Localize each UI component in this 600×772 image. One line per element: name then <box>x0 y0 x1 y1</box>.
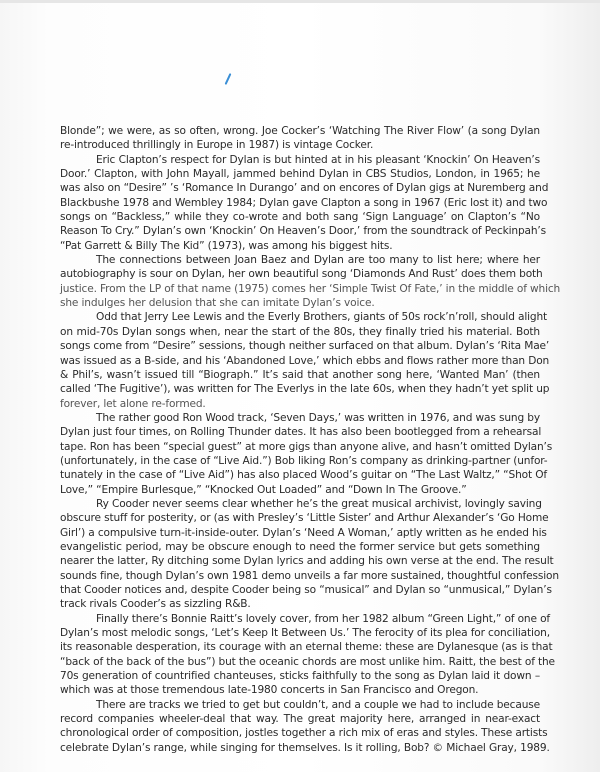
text-line: Blackbushe 1978 and Wembley 1984; Dylan gave Clapton a song in 1967 (Eric lost it) and two <box>60 196 548 209</box>
paragraph-start-line: Finally there’s Bonnie Raitt’s lovely cover, from her 1982 album “Green Light,” of one of <box>96 612 550 625</box>
text-line: on mid-70s Dylan songs when, near the start of the 80s, they finally tried his material. Both <box>60 325 540 338</box>
text-line: its reasonable desperation, its courage with an eternal theme: these are Dylanesque (as is that <box>60 641 553 654</box>
paragraph-start-line: The connections between Joan Baez and Dylan are too many to list here; where her <box>96 254 540 267</box>
text-line: which was at those tremendous late-1980 concerts in San Francisco and Oregon. <box>60 684 479 697</box>
text-line: record companies wheeler-deal that way. The great majority here, arranged in near-exact <box>60 713 540 726</box>
pen-mark <box>225 73 232 85</box>
text-line: track rivals Cooder’s as sizzling R&B. <box>60 598 251 611</box>
text-line: tunately in the case of “Live Aid”) has also placed Wood’s guitar on “The Last Waltz,” “Shot Of <box>60 469 547 482</box>
text-line: that Cooder notices and, despite Cooder being so “musical” and Dylan so “unmusical,” Dylan’s <box>60 584 552 596</box>
paragraph-start-line: There are tracks we tried to get but couldn’t, and a couple we had to include because <box>96 698 540 711</box>
text-line: was also on “Desire” ’s ‘Romance In Durango’ and on encores of Dylan gigs at Nuremberg and <box>60 182 549 195</box>
text-line: songs come from “Desire” sessions, though neither surfaced on that album. Dylan’s ‘Rita Mae’ <box>60 340 550 353</box>
text-line: Reason To Cry.” Dylan’s own ‘Knockin’ On Heaven’s Door,’ from the soundtrack of Peckinpah’s <box>60 225 547 238</box>
text-line: Blonde”; we were, as so often, wrong. Joe Cocker’s ‘Watching The River Flow’ (a song Dylan <box>60 125 540 137</box>
text-line: Door.’ Clapton, with John Mayall, jammed behind Dylan in CBS Studios, London, in 1965; he <box>60 168 540 181</box>
text-line: Girl’) a compulsive turn-it-inside-outer. Dylan’s ‘Need A Woman,’ aptly written as he ended his <box>60 526 547 539</box>
text-line: tape. Ron has been “special guest” at more gigs than anyone alive, and hasn’t omitted Dylan’s <box>60 440 553 453</box>
paragraph-start-line: Ry Cooder never seems clear whether he’s the great musical archivist, lovingly saving <box>96 497 542 510</box>
paragraph-start-line: Eric Clapton’s respect for Dylan is but hinted at in his pleasant ‘Knockin’ On Heaven’s <box>96 153 540 166</box>
text-line: re-introduced thrillingly in Europe in 1987) is vintage Cocker. <box>60 139 374 152</box>
text-line: was issued as a B-side, and his ‘Abandoned Love,’ which ebbs and flows rather more than Don <box>60 354 550 367</box>
text-line: autobiography is sour on Dylan, her own beautiful song ‘Diamonds And Rust’ does them both <box>60 268 543 281</box>
text-line: called ‘The Fugitive’), was written for The Everlys in the late 60s, when they hadn’t yet split up <box>60 383 550 396</box>
text-line: obscure stuff for posterity, or (as with Presley’s ‘Little Sister’ and Arthur Alexander’s ‘Go Home <box>60 512 549 525</box>
paragraph-start-line: Odd that Jerry Lee Lewis and the Everly Brothers, giants of 50s rock’n’roll, should alight <box>96 311 548 324</box>
text-line: songs on “Backless,” while they co-wrote and both sang ‘Sign Language’ on Clapton’s “No <box>60 211 540 224</box>
liner-notes-text <box>60 124 561 755</box>
text-line: 70s generation of countrified chanteuses, sticks faithfully to the song as Dylan laid it down – <box>60 670 540 683</box>
page-top-edge <box>0 0 600 3</box>
text-line: sounds fine, though Dylan’s own 1981 demo unveils a far more sustained, thoughtful confession <box>60 569 559 582</box>
text-line: “Pat Garrett & Billy The Kid” (1973), was among his biggest hits. <box>60 239 393 252</box>
text-line: (unfortunately, in the case of “Live Aid.”) Bob liking Ron’s company as drinking-partner (unfor- <box>60 454 548 467</box>
text-line: Dylan just four times, on Rolling Thunder dates. It has also been bootlegged from a rehearsal <box>60 426 542 439</box>
text-line: & Phil’s, wasn’t issued till “Biograph.” It’s said that another song here, ‘Wanted Man’ (then <box>60 368 540 381</box>
text-line: Love,” “Empire Burlesque,” “Knocked Out Loaded” and “Down In The Groove.” <box>60 483 467 496</box>
text-line: she indulges her delusion that she can imitate Dylan’s voice. <box>60 297 375 310</box>
text-line: Dylan’s most melodic songs, ‘Let’s Keep It Between Us.’ The ferocity of its plea for conciliation, <box>60 627 550 640</box>
paragraph-start-line: The rather good Ron Wood track, ‘Seven Days,’ was written in 1976, and was sung by <box>96 411 540 424</box>
closing-line-copyright: celebrate Dylan’s range, while singing for themselves. Is it rolling, Bob? © Michael Gray, 1989. <box>60 741 550 754</box>
text-line: justice. From the LP of that name (1975) comes her ‘Simple Twist Of Fate,’ in the middle of which <box>60 282 561 295</box>
text-line: nearer the latter, Ry ditching some Dylan lyrics and adding his own verse at the end. The result <box>60 555 554 568</box>
text-line: forever, let alone re-formed. <box>60 397 206 410</box>
text-line: evangelistic period, may be obscure enough to need the former service but gets something <box>60 540 540 553</box>
text-line: chronological order of composition, jostles together a rich mix of eras and styles. These artists <box>60 727 548 740</box>
text-line: “back of the back of the bus”) but the oceanic chords are most unlike him. Raitt, the best of the <box>60 655 555 668</box>
